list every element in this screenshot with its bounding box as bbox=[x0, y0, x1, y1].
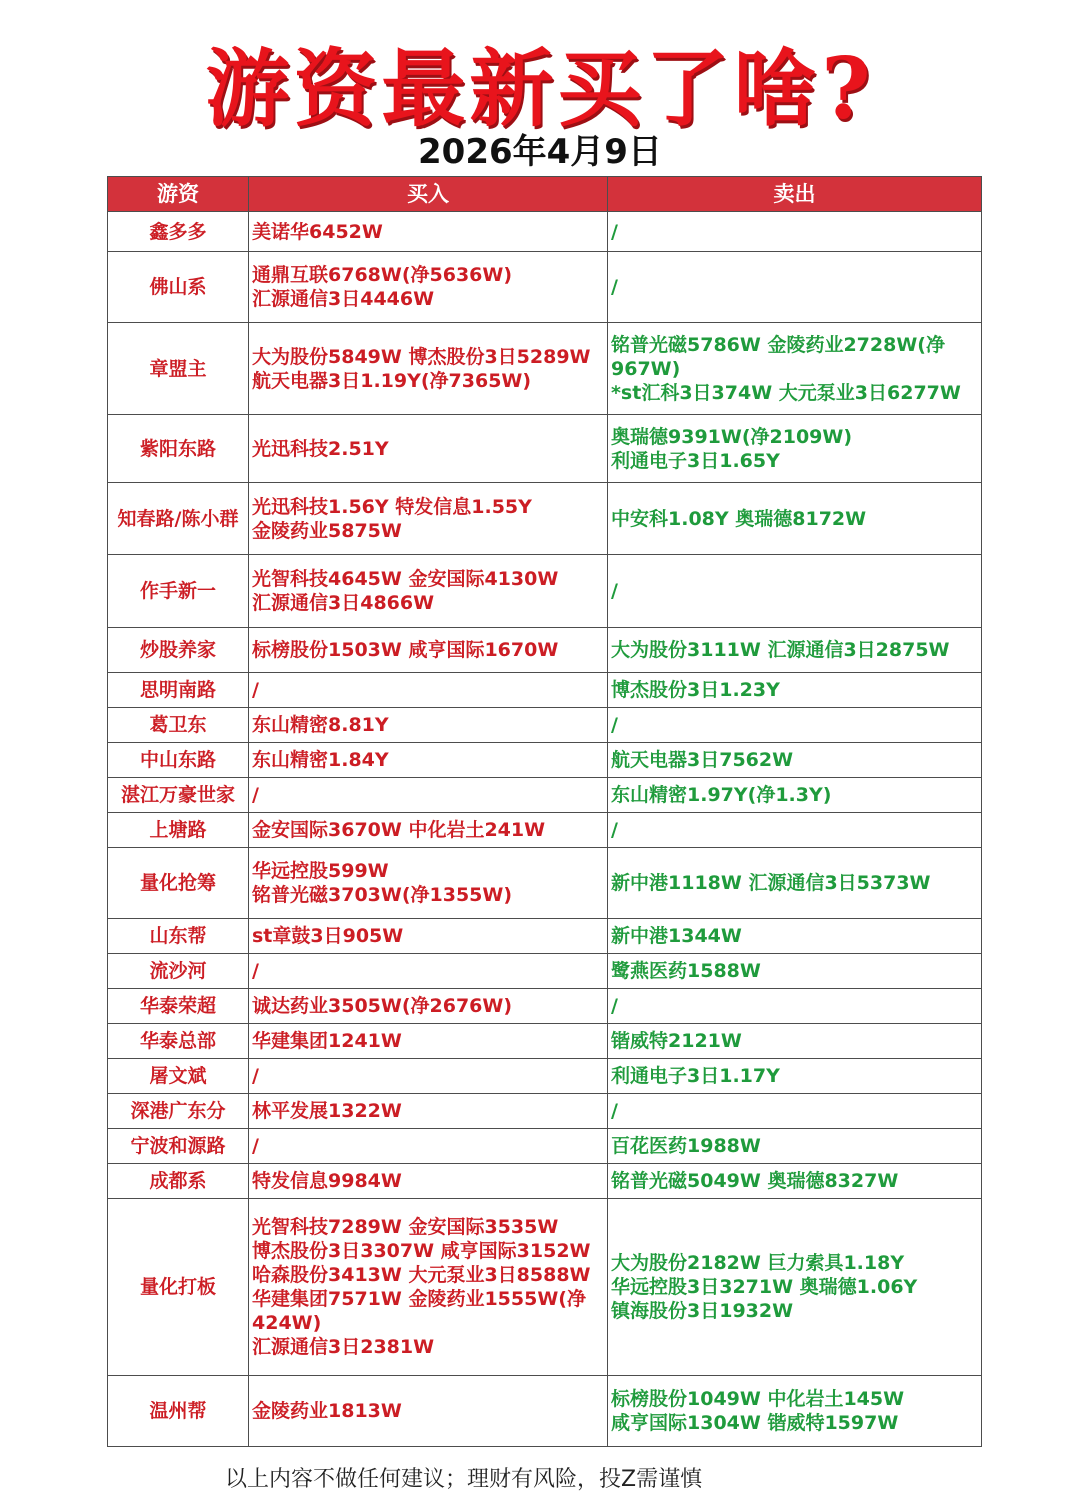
trader-name: 上塘路 bbox=[108, 813, 249, 848]
buy-cell bbox=[249, 1376, 608, 1447]
trader-name: 流沙河 bbox=[108, 954, 249, 989]
sell-cell bbox=[608, 483, 982, 555]
buy-entry: 华远控股599W bbox=[252, 860, 389, 882]
table-row bbox=[108, 708, 982, 743]
buy-entry: 哈森股份3413W 大元泵业3日8588W bbox=[252, 1264, 591, 1286]
sell-entry: 咸亨国际1304W 锴威特1597W bbox=[611, 1412, 899, 1434]
table-row bbox=[108, 778, 982, 813]
sell-entry: 华远控股3日3271W 奥瑞德1.06Y bbox=[611, 1276, 918, 1298]
header-name: 游资 bbox=[108, 177, 249, 212]
sell-entry: 博杰股份3日1.23Y bbox=[611, 679, 780, 701]
header-buy: 买入 bbox=[249, 177, 608, 212]
buy-entry: 特发信息9984W bbox=[252, 1170, 402, 1192]
trader-name: 紫阳东路 bbox=[108, 415, 249, 483]
buy-cell bbox=[249, 813, 608, 848]
table-row bbox=[108, 555, 982, 628]
sell-cell bbox=[608, 989, 982, 1024]
page-title: 游资最新买了啥? bbox=[205, 39, 875, 138]
sell-entry: 新中港1118W 汇源通信3日5373W bbox=[611, 872, 931, 894]
buy-cell bbox=[249, 323, 608, 415]
buy-cell bbox=[249, 1129, 608, 1164]
buy-entry: 美诺华6452W bbox=[252, 220, 383, 243]
sell-entry: 967W) bbox=[611, 357, 681, 380]
table-body bbox=[108, 212, 982, 1447]
trader-name: 炒股养家 bbox=[108, 628, 249, 673]
table-row bbox=[108, 628, 982, 673]
sell-entry: *st汇科3日374W 大元泵业3日6277W bbox=[611, 381, 961, 404]
trader-name: 湛江万豪世家 bbox=[108, 778, 249, 813]
buy-entry: 东山精密1.84Y bbox=[252, 749, 389, 771]
buy-entry: 博杰股份3日3307W 咸亨国际3152W bbox=[252, 1240, 591, 1262]
sell-cell bbox=[608, 673, 982, 708]
trader-name: 鑫多多 bbox=[108, 212, 249, 252]
buy-cell bbox=[249, 708, 608, 743]
table-row bbox=[108, 483, 982, 555]
buy-cell bbox=[249, 1094, 608, 1129]
trader-name: 葛卫东 bbox=[108, 708, 249, 743]
table-row bbox=[108, 1094, 982, 1129]
sell-cell bbox=[608, 555, 982, 628]
trader-name: 成都系 bbox=[108, 1164, 249, 1199]
sell-cell bbox=[608, 954, 982, 989]
sell-entry: 镇海股份3日1932W bbox=[611, 1300, 794, 1322]
table-row bbox=[108, 212, 982, 252]
sell-cell bbox=[608, 813, 982, 848]
table-row bbox=[108, 1129, 982, 1164]
sell-cell bbox=[608, 323, 982, 415]
sell-entry: / bbox=[611, 714, 618, 736]
trades-table bbox=[107, 176, 982, 1447]
trader-name: 作手新一 bbox=[108, 555, 249, 628]
sell-entry: 锴威特2121W bbox=[611, 1030, 742, 1052]
buy-entry: 林平发展1322W bbox=[252, 1100, 402, 1122]
buy-cell bbox=[249, 673, 608, 708]
buy-entry: 金安国际3670W 中化岩土241W bbox=[252, 819, 546, 841]
buy-cell bbox=[249, 212, 608, 252]
sell-cell bbox=[608, 708, 982, 743]
sell-entry: 中安科1.08Y 奥瑞德8172W bbox=[611, 507, 867, 530]
buy-entry: 汇源通信3日4446W bbox=[252, 288, 435, 310]
buy-cell bbox=[249, 954, 608, 989]
sell-entry: / bbox=[611, 819, 618, 841]
buy-entry: / bbox=[252, 679, 259, 701]
sell-cell bbox=[608, 919, 982, 954]
sell-entry: / bbox=[611, 580, 618, 602]
buy-entry: / bbox=[252, 960, 259, 982]
trader-name: 章盟主 bbox=[108, 323, 249, 415]
buy-cell bbox=[249, 1059, 608, 1094]
buy-cell bbox=[249, 252, 608, 323]
sell-cell bbox=[608, 1059, 982, 1094]
disclaimer: 以上内容不做任何建议；理财有风险，投Z需谨慎 bbox=[225, 1467, 703, 1492]
buy-entry: 光迅科技2.51Y bbox=[252, 437, 389, 460]
table-row bbox=[108, 415, 982, 483]
table-row bbox=[108, 1164, 982, 1199]
sell-cell bbox=[608, 415, 982, 483]
table-row bbox=[108, 954, 982, 989]
buy-entry: / bbox=[252, 784, 259, 806]
table-row bbox=[108, 1376, 982, 1447]
sell-entry: 奥瑞德9391W(净2109W) bbox=[611, 425, 853, 448]
table-row bbox=[108, 1059, 982, 1094]
table-row bbox=[108, 323, 982, 415]
trader-name: 中山东路 bbox=[108, 743, 249, 778]
buy-cell bbox=[249, 1024, 608, 1059]
sell-cell bbox=[608, 1164, 982, 1199]
buy-cell bbox=[249, 1199, 608, 1376]
sell-cell bbox=[608, 252, 982, 323]
trader-name: 深港广东分 bbox=[108, 1094, 249, 1129]
sell-entry: 百花医药1988W bbox=[611, 1135, 761, 1157]
sell-entry: 新中港1344W bbox=[611, 925, 742, 947]
buy-entry: / bbox=[252, 1135, 259, 1157]
header-sell: 卖出 bbox=[608, 177, 982, 212]
sell-cell bbox=[608, 1376, 982, 1447]
sell-entry: / bbox=[611, 276, 618, 298]
buy-entry: 标榜股份1503W 咸亨国际1670W bbox=[252, 639, 559, 661]
sell-entry: 东山精密1.97Y(净1.3Y) bbox=[611, 784, 832, 806]
trader-name: 屠文斌 bbox=[108, 1059, 249, 1094]
buy-entry: 大为股份5849W 博杰股份3日5289W bbox=[252, 345, 591, 368]
sell-entry: 铭普光磁5049W 奥瑞德8327W bbox=[611, 1170, 899, 1192]
buy-entry: 汇源通信3日2381W bbox=[252, 1336, 435, 1358]
sell-cell bbox=[608, 848, 982, 919]
table-row bbox=[108, 673, 982, 708]
buy-cell bbox=[249, 1164, 608, 1199]
sell-entry: 大为股份2182W 巨力索具1.18Y bbox=[611, 1252, 905, 1274]
sell-cell bbox=[608, 778, 982, 813]
table-row bbox=[108, 813, 982, 848]
table-row bbox=[108, 252, 982, 323]
buy-entry: 光智科技4645W 金安国际4130W bbox=[252, 568, 559, 590]
buy-entry: 诚达药业3505W(净2676W) bbox=[252, 995, 513, 1017]
buy-entry: 金陵药业1813W bbox=[252, 1400, 402, 1422]
trader-name: 华泰总部 bbox=[108, 1024, 249, 1059]
trader-name: 山东帮 bbox=[108, 919, 249, 954]
table-row bbox=[108, 1199, 982, 1376]
buy-entry: 光迅科技1.56Y 特发信息1.55Y bbox=[252, 495, 532, 518]
sell-entry: / bbox=[611, 1100, 618, 1122]
buy-cell bbox=[249, 848, 608, 919]
sell-cell bbox=[608, 743, 982, 778]
sell-entry: / bbox=[611, 995, 618, 1017]
table-row bbox=[108, 989, 982, 1024]
buy-entry: 汇源通信3日4866W bbox=[252, 592, 435, 614]
sell-entry: 利通电子3日1.65Y bbox=[611, 449, 780, 472]
sell-entry: 铭普光磁5786W 金陵药业2728W(净 bbox=[611, 333, 945, 356]
buy-entry: 424W) bbox=[252, 1312, 322, 1334]
buy-entry: 通鼎互联6768W(净5636W) bbox=[252, 264, 513, 286]
buy-entry: 铭普光磁3703W(净1355W) bbox=[252, 884, 513, 906]
buy-cell bbox=[249, 778, 608, 813]
sell-entry: 航天电器3日7562W bbox=[611, 749, 794, 771]
trader-name: 华泰荣超 bbox=[108, 989, 249, 1024]
buy-entry: 华建集团1241W bbox=[252, 1030, 402, 1052]
trader-name: 佛山系 bbox=[108, 252, 249, 323]
table-row bbox=[108, 1024, 982, 1059]
trader-name: 知春路/陈小群 bbox=[108, 483, 249, 555]
buy-entry: st章鼓3日905W bbox=[252, 925, 404, 947]
buy-cell bbox=[249, 628, 608, 673]
sell-cell bbox=[608, 1199, 982, 1376]
table-row bbox=[108, 848, 982, 919]
trader-name: 思明南路 bbox=[108, 673, 249, 708]
buy-cell bbox=[249, 415, 608, 483]
buy-cell bbox=[249, 743, 608, 778]
sell-cell bbox=[608, 1129, 982, 1164]
buy-cell bbox=[249, 483, 608, 555]
buy-entry: 东山精密8.81Y bbox=[252, 714, 389, 736]
sell-cell bbox=[608, 1094, 982, 1129]
sell-cell bbox=[608, 212, 982, 252]
table-row bbox=[108, 919, 982, 954]
trader-name: 量化打板 bbox=[108, 1199, 249, 1376]
buy-entry: 华建集团7571W 金陵药业1555W(净 bbox=[252, 1288, 586, 1310]
sell-entry: 鹭燕医药1588W bbox=[611, 960, 761, 982]
table-row bbox=[108, 743, 982, 778]
sell-cell bbox=[608, 628, 982, 673]
sell-entry: 大为股份3111W 汇源通信3日2875W bbox=[611, 639, 950, 661]
buy-entry: 光智科技7289W 金安国际3535W bbox=[252, 1216, 559, 1238]
page-date: 2026年4月9日 bbox=[418, 132, 662, 172]
table-header-row bbox=[108, 177, 982, 212]
trader-name: 宁波和源路 bbox=[108, 1129, 249, 1164]
sell-entry: / bbox=[611, 220, 618, 243]
buy-cell bbox=[249, 919, 608, 954]
buy-cell bbox=[249, 989, 608, 1024]
buy-entry: 航天电器3日1.19Y(净7365W) bbox=[252, 369, 532, 392]
buy-entry: / bbox=[252, 1065, 259, 1087]
buy-entry: 金陵药业5875W bbox=[252, 519, 402, 542]
buy-cell bbox=[249, 555, 608, 628]
sell-cell bbox=[608, 1024, 982, 1059]
sell-entry: 利通电子3日1.17Y bbox=[611, 1065, 780, 1087]
trader-name: 温州帮 bbox=[108, 1376, 249, 1447]
trader-name: 量化抢筹 bbox=[108, 848, 249, 919]
sell-entry: 标榜股份1049W 中化岩土145W bbox=[611, 1388, 905, 1410]
